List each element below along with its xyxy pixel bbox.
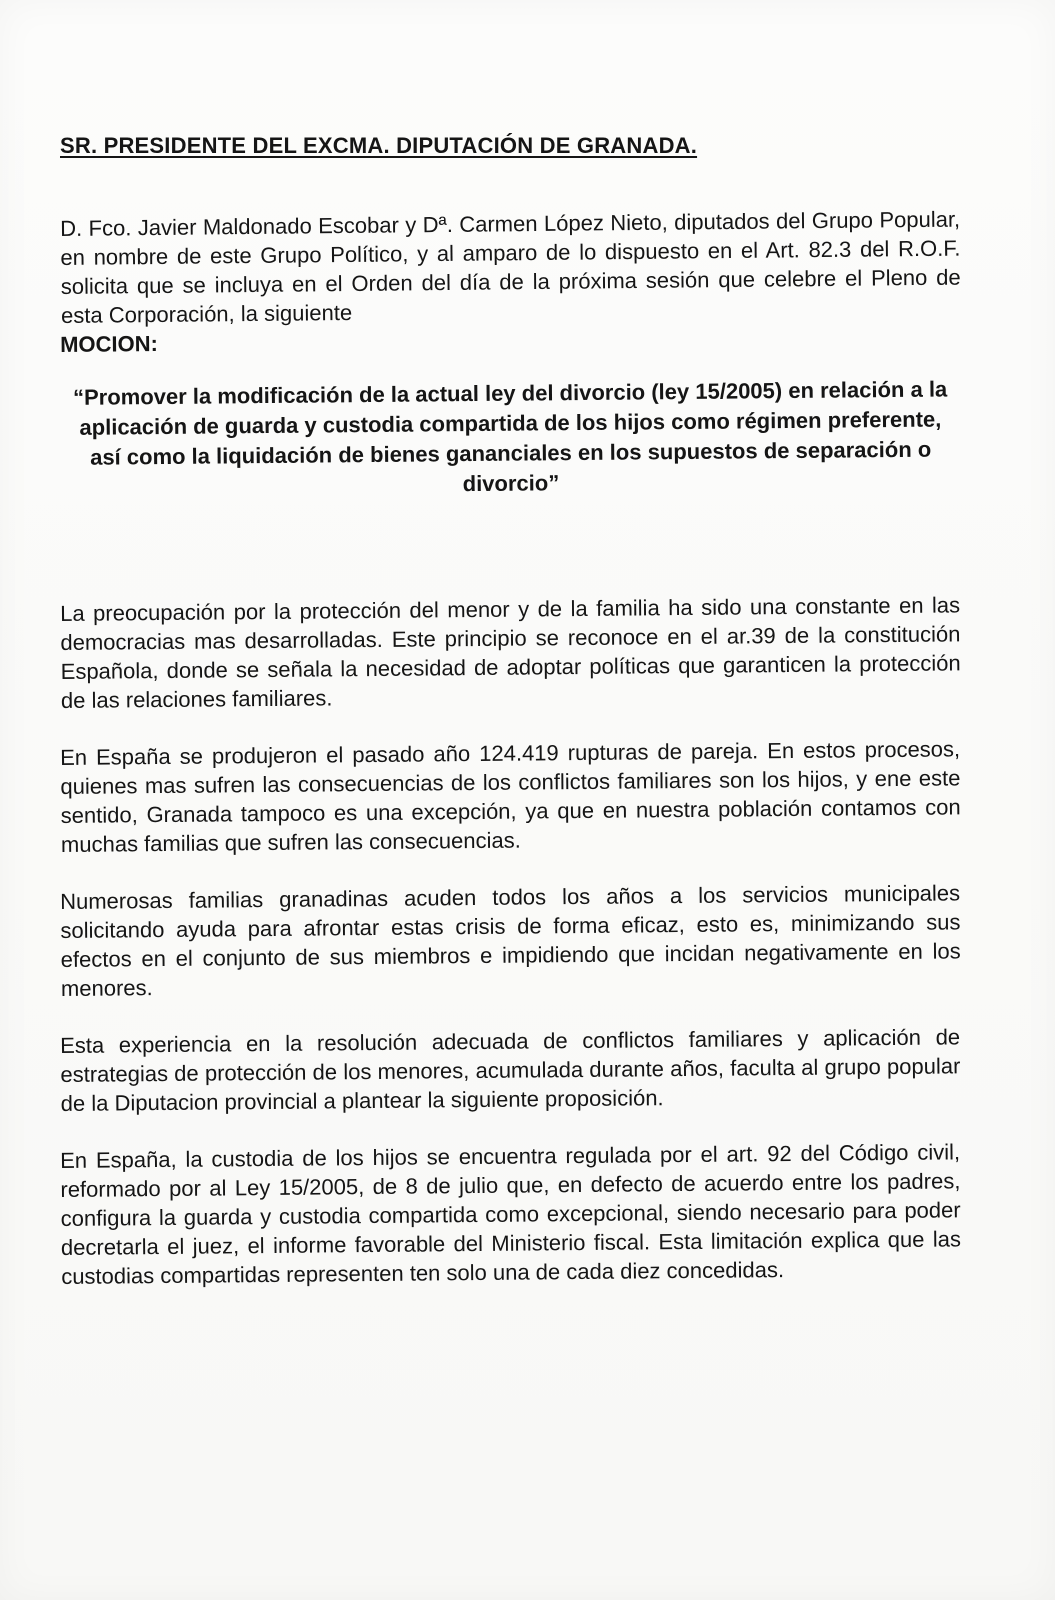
body-paragraph: La preocupación por la protección del menor y de la familia ha sido una constante en las democracias mas desarrolladas. Este principio se reconoce en el ar.39 de la constitución Española, donde se señala la necesidad de adoptar políticas que garanticen la protección de las relaciones familiares. (60, 592, 961, 713)
document-body (60, 130, 960, 1291)
body-paragraph: En España se produjeron el pasado año 124.419 rupturas de pareja. En estos procesos, quienes mas sufren las consecuencias de los conflictos familiares son los hijos, y ene este sentido, Granada tampoco es una excepción, ya que en nuestra población contamos con muchas familias que sufren las consecuencias. (60, 736, 961, 857)
motion-title: “Promover la modificación de la actual ley del divorcio (ley 15/2005) en relación a la aplicación de guarda y custodia compartida de los hijos como régimen preferente, así como la liquidación de bienes gananciales en los supuestos de separación o divorcio” (72, 376, 948, 497)
body-paragraph: Numerosas familias granadinas acuden todos los años a los servicios municipales solicitando ayuda para afrontar estas crisis de forma eficaz, esto es, minimizando sus efectos en el conjunto de sus miembros e impidiendo que incidan negativamente en los menores. (60, 880, 961, 1001)
body-paragraph: Esta experiencia en la resolución adecuada de conflictos familiares y aplicación de estrategias de protección de los menores, acumulada durante años, faculta al grupo popular de la Diputacion provincial a plantear la siguiente proposición. (60, 1024, 961, 1116)
motion-label: MOCION: (60, 330, 159, 357)
intro-paragraph: D. Fco. Javier Maldonado Escobar y Dª. Carmen López Nieto, diputados del Grupo Popular, en nombre de este Grupo Político, y al amparo de lo dispuesto en el Art. 82.3 del R.O.F. solicita que se incluya en el Orden del día de la próxima sesión que celebre el Pleno de esta Corporación, la siguiente (60, 206, 961, 328)
body-paragraph: En España, la custodia de los hijos se encuentra regulada por el art. 92 del Código civil, reformado por al Ley 15/2005, de 8 de julio que, en defecto de acuerdo entre los padres, configura la guarda y custodia compartida como excepcional, siendo necesario para poder decretarla el juez, el informe favorable del Ministerio fiscal. Esta limitación explica que las custodias compartidas representen ten solo una de cada diez concedidas. (60, 1139, 962, 1289)
addressee-heading: SR. PRESIDENTE DEL EXCMA. DIPUTACIÓN DE GRANADA. (60, 133, 698, 158)
